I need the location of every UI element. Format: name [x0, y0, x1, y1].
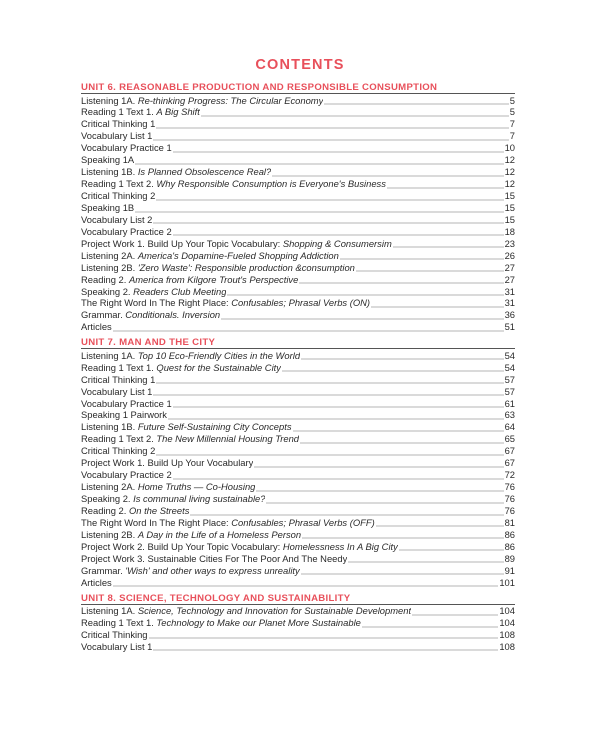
entry-label: The Right Word In The Right Place: — [81, 297, 232, 309]
entry-italic-title: Home Truths — Co-Housing — [137, 481, 256, 493]
dot-leader — [113, 321, 504, 333]
entry-title — [81, 309, 220, 321]
page-number: 7 — [509, 118, 515, 130]
entry-label: Vocabulary List 1 — [81, 385, 153, 397]
toc-entry[interactable] — [81, 398, 515, 410]
page-number: 27 — [504, 261, 515, 273]
dot-leader — [149, 629, 499, 641]
dot-leader — [301, 565, 504, 577]
dot-leader — [387, 178, 504, 190]
page-number: 27 — [504, 273, 515, 285]
entry-title — [81, 190, 155, 202]
entry-label: Speaking 1B — [81, 201, 135, 213]
entry-title — [81, 577, 112, 589]
entry-label: The Right Word In The Right Place: — [81, 516, 232, 528]
page-number: 65 — [504, 433, 515, 445]
entry-label: Project Work 3. Sustainable Cities For The Poor And The Needy — [81, 552, 348, 564]
entry-title — [81, 553, 347, 565]
toc-entry[interactable] — [81, 274, 515, 286]
page-number: 54 — [504, 349, 515, 361]
dot-leader — [371, 297, 504, 309]
entry-title — [81, 362, 281, 374]
page-number: 108 — [499, 640, 515, 652]
entry-title — [81, 421, 292, 433]
entry-label: Reading 1 Text 1. — [81, 616, 157, 628]
entry-italic-title: Science, Technology and Innovation for Sustainable Development — [137, 605, 412, 616]
toc-entry[interactable] — [81, 130, 515, 142]
entry-title — [81, 286, 226, 298]
entry-title — [81, 517, 375, 529]
toc-entry[interactable] — [81, 286, 515, 298]
entry-label: Reading 1 Text 1. — [81, 361, 157, 373]
page-number: 15 — [504, 201, 515, 213]
entry-title — [81, 262, 355, 274]
dot-leader — [173, 398, 504, 410]
toc-entry[interactable] — [81, 350, 515, 362]
entry-title — [81, 433, 299, 445]
entry-label: Project Work 2. Build Up Your Topic Vocabulary: — [81, 540, 283, 552]
dot-leader — [340, 250, 504, 262]
entry-label: Grammar. — [81, 564, 126, 576]
page-number: 15 — [504, 190, 515, 201]
entry-title — [81, 529, 301, 541]
dot-leader — [135, 202, 503, 214]
entry-label: Vocabulary List 2 — [81, 213, 153, 225]
toc-entry[interactable] — [81, 445, 515, 457]
entry-title — [81, 617, 361, 629]
dot-leader — [153, 641, 498, 653]
entry-italic-title: Conditionals. Inversion — [125, 309, 221, 321]
dot-leader — [272, 166, 503, 178]
toc-entry[interactable] — [81, 605, 515, 617]
entry-label: Project Work 1. Build Up Your Vocabulary — [81, 457, 254, 469]
dot-leader — [227, 286, 503, 298]
entry-label: Vocabulary List 1 — [81, 130, 153, 142]
toc-entry[interactable] — [81, 433, 515, 445]
page-number: 31 — [504, 297, 515, 309]
toc-entry[interactable] — [81, 641, 515, 653]
entry-label: Reading 2. — [81, 273, 129, 285]
entry-italic-title: Technology to Make our Planet More Sustainable — [156, 616, 361, 628]
entry-label: Reading 1 Text 2. — [81, 433, 157, 445]
page-number: 108 — [499, 628, 515, 640]
entry-title — [81, 565, 300, 577]
toc-entry[interactable] — [81, 309, 515, 321]
page-number: 76 — [504, 504, 515, 516]
page-number: 64 — [504, 421, 515, 433]
page-number: 54 — [504, 361, 515, 373]
entry-title — [81, 641, 152, 653]
toc-entry[interactable] — [81, 541, 515, 553]
toc-entry[interactable] — [81, 517, 515, 529]
entry-label: Vocabulary List 1 — [81, 640, 153, 652]
entry-italic-title: Future Self-Sustaining City Concepts — [137, 421, 292, 433]
toc-entry[interactable] — [81, 469, 515, 481]
page-number: 12 — [504, 154, 515, 166]
page-number: 18 — [504, 225, 515, 237]
toc-entry[interactable] — [81, 202, 515, 214]
entry-title — [81, 629, 148, 641]
toc-entry[interactable] — [81, 95, 515, 107]
page-number: 5 — [509, 94, 515, 106]
page-number: 67 — [504, 457, 515, 469]
toc-entry[interactable] — [81, 409, 515, 421]
toc-entry[interactable] — [81, 629, 515, 641]
page-title: CONTENTS — [255, 57, 345, 73]
entry-italic-title: 'Zero Waste': Responsible production &consumption — [137, 261, 355, 273]
page-number: 57 — [504, 373, 515, 385]
entry-label: Critical Thinking 2 — [81, 445, 156, 457]
dot-leader — [266, 493, 503, 505]
page-number: 76 — [504, 481, 515, 493]
dot-leader — [356, 262, 504, 274]
entry-title — [81, 321, 112, 333]
page-number: 23 — [504, 237, 515, 249]
page-number: 57 — [504, 385, 515, 397]
toc-entry[interactable] — [81, 457, 515, 469]
entry-italic-title: Re-thinking Progress: The Circular Economy — [137, 94, 324, 106]
toc-entry[interactable] — [81, 250, 515, 262]
entry-italic-title: Quest for the Sustainable City — [156, 361, 281, 373]
entry-label: Listening 1A. — [81, 349, 138, 361]
dot-leader — [156, 118, 508, 130]
page-number: 86 — [504, 540, 515, 552]
toc-entry[interactable] — [81, 374, 515, 386]
entry-label: Grammar. — [81, 309, 126, 321]
entry-label: Critical Thinking 1 — [81, 118, 156, 130]
entry-title — [81, 166, 271, 178]
entry-title — [81, 238, 392, 250]
entry-label: Listening 1B. — [81, 421, 138, 433]
entry-italic-title: Why Responsible Consumption is Everyone's Business — [156, 178, 386, 190]
dot-leader — [393, 238, 504, 250]
entry-title — [81, 493, 265, 505]
entry-label: Reading 1 Text 2. — [81, 178, 157, 190]
entry-italic-title: Confusables; Phrasal Verbs (OFF) — [231, 516, 375, 528]
dot-leader — [153, 130, 508, 142]
entry-title — [81, 481, 255, 493]
dot-leader — [156, 374, 503, 386]
entry-title — [81, 409, 167, 421]
page-number: 10 — [504, 142, 515, 154]
dot-leader — [153, 214, 503, 226]
entry-italic-title: Is communal living sustainable? — [133, 493, 266, 504]
entry-title — [81, 398, 172, 410]
page-number: 89 — [504, 552, 515, 564]
entry-title — [81, 374, 155, 386]
dot-leader — [256, 481, 503, 493]
entry-title — [81, 505, 189, 517]
page-number: 91 — [504, 564, 515, 576]
entry-title — [81, 214, 152, 226]
entry-italic-title: America from Kilgore Trout's Perspective — [128, 273, 299, 285]
entry-label: Articles — [81, 321, 112, 333]
entry-title — [81, 297, 370, 309]
entry-label: Speaking 2. — [81, 493, 134, 504]
toc-entry[interactable] — [81, 142, 515, 154]
dot-leader — [254, 457, 503, 469]
dot-leader — [376, 517, 504, 529]
entry-label: Project Work 1. Build Up Your Topic Vocabulary: — [81, 237, 283, 249]
page-number: 61 — [504, 397, 515, 409]
entry-title — [81, 106, 200, 118]
entry-title — [81, 250, 339, 262]
dot-leader — [153, 386, 503, 398]
dot-leader — [135, 154, 503, 166]
entry-title — [81, 226, 172, 238]
toc-entry[interactable] — [81, 421, 515, 433]
toc-entry[interactable] — [81, 617, 515, 629]
entry-title — [81, 469, 172, 481]
entry-title — [81, 154, 134, 166]
entry-label: Listening 1A. — [81, 605, 138, 616]
toc-entry[interactable] — [81, 214, 515, 226]
page-number: 81 — [504, 516, 515, 528]
entry-title — [81, 605, 411, 617]
page-number: 101 — [499, 576, 515, 588]
entry-label: Articles — [81, 576, 112, 588]
entry-italic-title: America's Dopamine-Fueled Shopping Addiction — [137, 249, 339, 261]
dot-leader — [156, 190, 503, 202]
entry-label: Vocabulary Practice 1 — [81, 397, 172, 409]
page-number: 7 — [509, 130, 515, 142]
dot-leader — [362, 617, 498, 629]
dot-leader — [173, 226, 504, 238]
page-number: 12 — [504, 178, 515, 190]
page-number: 104 — [499, 605, 515, 616]
toc-entry[interactable] — [81, 529, 515, 541]
dot-leader — [348, 553, 503, 565]
entry-label: Vocabulary Practice 2 — [81, 469, 172, 481]
entry-italic-title: Homelessness In A Big City — [282, 540, 398, 552]
entry-label: Speaking 1A — [81, 154, 135, 166]
toc-entry[interactable] — [81, 166, 515, 178]
toc-entry[interactable] — [81, 565, 515, 577]
toc-entry[interactable] — [81, 226, 515, 238]
entry-italic-title: The New Millennial Housing Trend — [156, 433, 300, 445]
dot-leader — [412, 605, 498, 617]
toc-entry[interactable] — [81, 190, 515, 202]
entry-title — [81, 178, 386, 190]
dot-leader — [221, 309, 503, 321]
page-number: 76 — [504, 493, 515, 504]
entry-title — [81, 274, 298, 286]
dot-leader — [282, 362, 504, 374]
entry-title — [81, 445, 155, 457]
entry-italic-title: A Day in the Life of a Homeless Person — [137, 528, 302, 540]
page-number: 72 — [504, 469, 515, 481]
entry-italic-title: Is Planned Obsolescence Real? — [137, 166, 272, 178]
unit-heading: UNIT 8. SCIENCE, TECHNOLOGY AND SUSTAINABILITY — [81, 593, 515, 605]
entry-italic-title: Readers Club Meeting — [133, 285, 227, 297]
toc-entry[interactable] — [81, 297, 515, 309]
entry-label: Reading 1 Text 1. — [81, 106, 157, 118]
page-number: 31 — [504, 285, 515, 297]
entry-italic-title: 'Wish' and other ways to express unreality — [125, 564, 300, 576]
entry-title — [81, 350, 300, 362]
dot-leader — [173, 469, 504, 481]
entry-label: Speaking 2. — [81, 285, 134, 297]
toc-entry[interactable] — [81, 386, 515, 398]
entry-label: Listening 2B. — [81, 261, 138, 273]
entry-italic-title: A Big Shift — [156, 106, 200, 118]
toc-entry[interactable] — [81, 118, 515, 130]
entry-italic-title: Confusables; Phrasal Verbs (ON) — [231, 297, 371, 309]
entry-label: Critical Thinking 2 — [81, 190, 156, 201]
toc-entry[interactable] — [81, 321, 515, 333]
toc-entry[interactable] — [81, 505, 515, 517]
page-number: 104 — [499, 616, 515, 628]
entry-label: Vocabulary Practice 1 — [81, 142, 172, 154]
entry-title — [81, 118, 155, 130]
entry-title — [81, 457, 253, 469]
dot-leader — [168, 409, 504, 421]
toc-entry[interactable] — [81, 154, 515, 166]
page-number: 15 — [504, 213, 515, 225]
dot-leader — [301, 350, 504, 362]
entry-label: Listening 2A. — [81, 481, 138, 493]
entry-label: Vocabulary Practice 2 — [81, 225, 172, 237]
page-number: 51 — [504, 321, 515, 333]
entry-label: Listening 2A. — [81, 249, 138, 261]
dot-leader — [293, 421, 504, 433]
dot-leader — [156, 445, 503, 457]
dot-leader — [399, 541, 504, 553]
entry-italic-title: Top 10 Eco-Friendly Cities in the World — [137, 349, 301, 361]
unit-heading: UNIT 6. REASONABLE PRODUCTION AND RESPONSIBLE CONSUMPTION — [81, 82, 515, 94]
table-of-contents — [81, 82, 515, 653]
entry-title — [81, 202, 134, 214]
toc-entry[interactable] — [81, 362, 515, 374]
dot-leader — [302, 529, 503, 541]
toc-entry[interactable] — [81, 262, 515, 274]
unit-heading: UNIT 7. MAN AND THE CITY — [81, 337, 515, 349]
entry-label: Critical Thinking 1 — [81, 373, 156, 385]
page-number: 36 — [504, 309, 515, 321]
toc-entry[interactable] — [81, 553, 515, 565]
entry-label: Listening 1B. — [81, 166, 138, 178]
dot-leader — [324, 95, 508, 107]
page-number: 5 — [509, 106, 515, 118]
entry-label: Speaking 1 Pairwork — [81, 409, 167, 421]
entry-label: Reading 2. — [81, 504, 129, 516]
entry-label: Listening 1A. — [81, 94, 138, 106]
page-number: 67 — [504, 445, 515, 457]
page-number: 86 — [504, 528, 515, 540]
entry-italic-title: On the Streets — [128, 504, 190, 516]
entry-title — [81, 142, 172, 154]
toc-entry[interactable] — [81, 481, 515, 493]
toc-entry[interactable] — [81, 238, 515, 250]
entry-title — [81, 386, 152, 398]
dot-leader — [190, 505, 503, 517]
entry-title — [81, 541, 398, 553]
dot-leader — [299, 274, 503, 286]
entry-label: Critical Thinking — [81, 628, 148, 640]
page-number: 12 — [504, 166, 515, 178]
toc-entry[interactable] — [81, 577, 515, 589]
dot-leader — [201, 106, 509, 118]
dot-leader — [173, 142, 504, 154]
toc-entry[interactable] — [81, 493, 515, 505]
entry-title — [81, 130, 152, 142]
entry-italic-title: Shopping & Consumersim — [282, 237, 392, 249]
page-number: 26 — [504, 249, 515, 261]
entry-label: Listening 2B. — [81, 528, 138, 540]
entry-title — [81, 95, 323, 107]
page-number: 63 — [504, 409, 515, 421]
dot-leader — [300, 433, 504, 445]
toc-entry[interactable] — [81, 106, 515, 118]
dot-leader — [113, 577, 499, 589]
toc-entry[interactable] — [81, 178, 515, 190]
